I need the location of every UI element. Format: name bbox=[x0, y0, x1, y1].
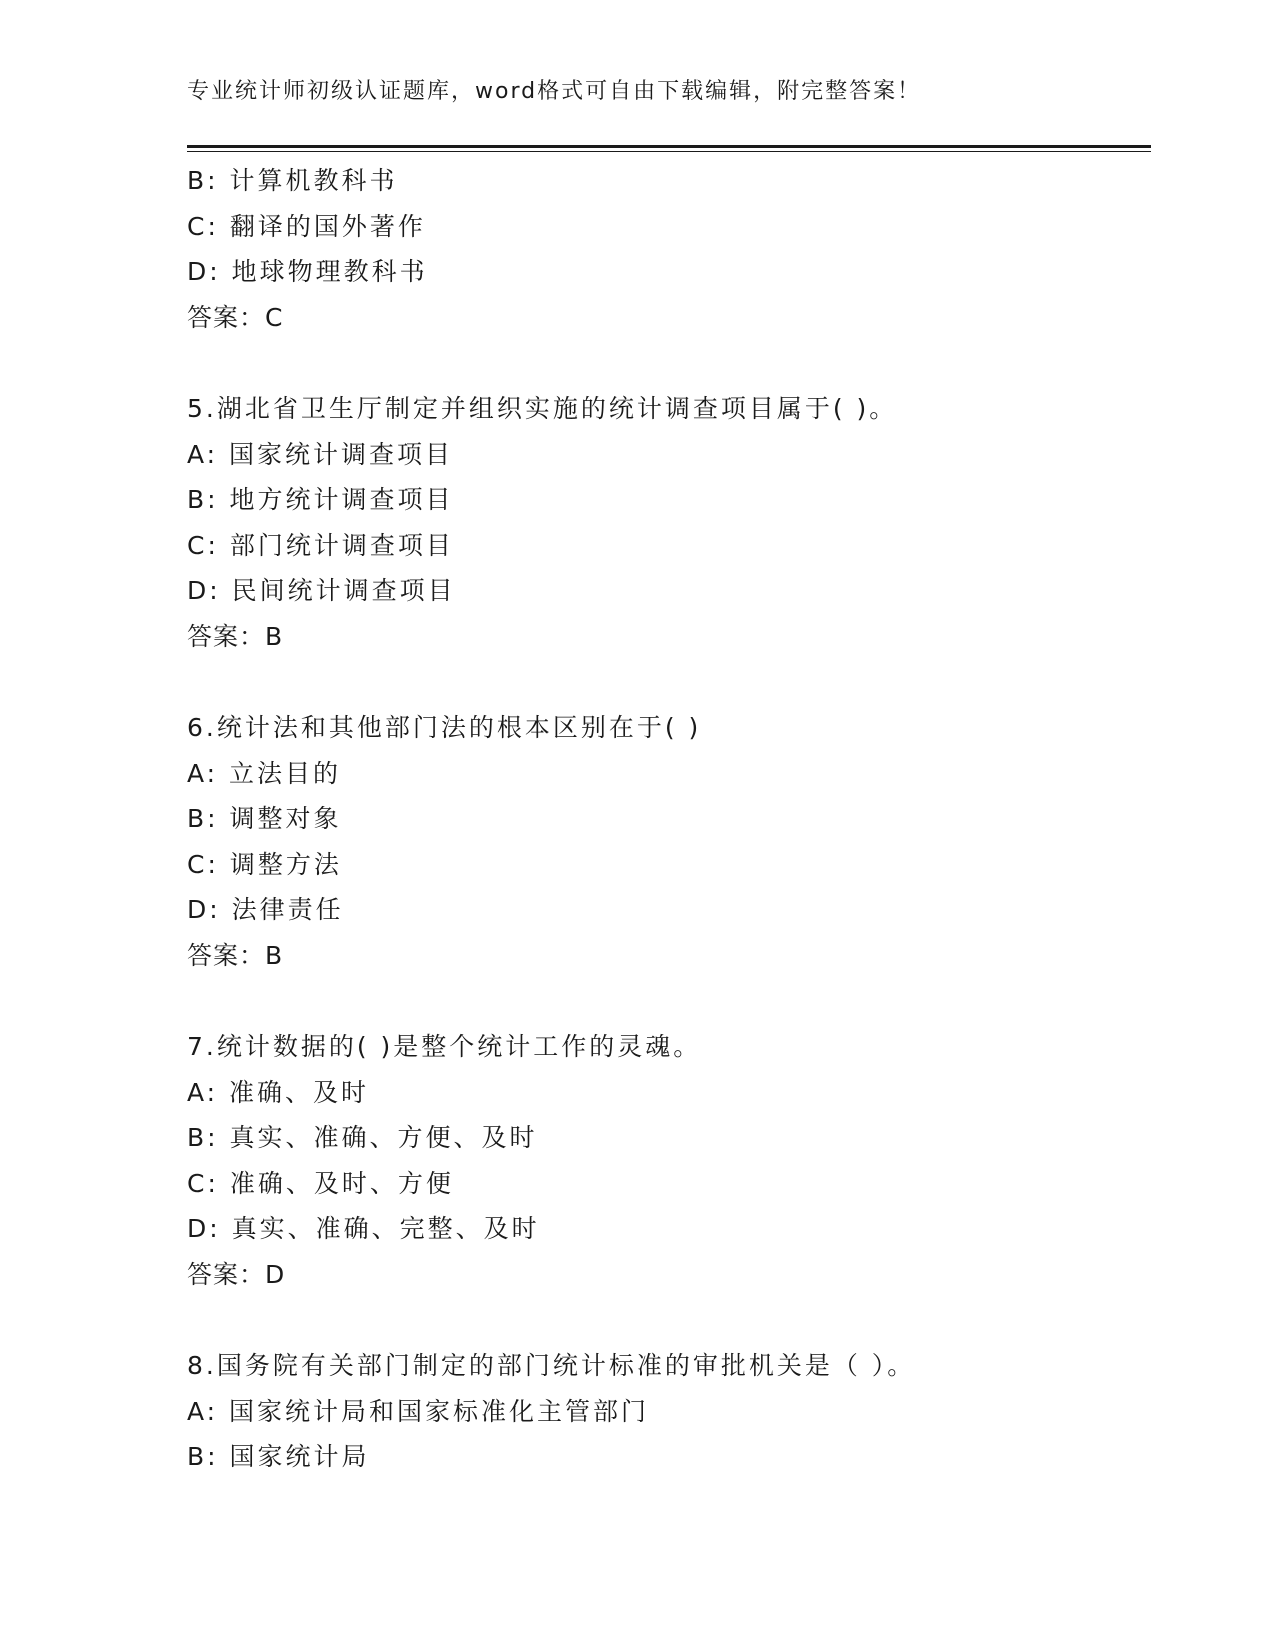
option-d: D: 民间统计调查项目 bbox=[187, 576, 456, 605]
option-c: C: 调整方法 bbox=[187, 849, 342, 879]
option-b: B: 真实、准确、方便、及时 bbox=[187, 1123, 538, 1152]
answer: 答案：B bbox=[187, 621, 284, 651]
option-c: C: 部门统计调查项目 bbox=[187, 530, 454, 560]
option-b: B: 调整对象 bbox=[187, 804, 342, 833]
question-block bbox=[187, 1024, 1151, 1297]
option-a: A: 国家统计调查项目 bbox=[187, 439, 454, 469]
header-divider bbox=[187, 145, 1151, 152]
option-a: A: 准确、及时 bbox=[187, 1077, 370, 1107]
option-a: A: 国家统计局和国家标准化主管部门 bbox=[187, 1396, 650, 1426]
answer: 答案：C bbox=[187, 302, 284, 332]
option-d: D: 真实、准确、完整、及时 bbox=[187, 1214, 540, 1243]
option-d: D: 地球物理教科书 bbox=[187, 257, 428, 286]
answer: 答案：B bbox=[187, 940, 284, 970]
question-block bbox=[187, 158, 1151, 340]
question-stem: 6.统计法和其他部门法的根本区别在于( ) bbox=[187, 713, 702, 742]
question-stem: 8.国务院有关部门制定的部门统计标准的审批机关是（ ）。 bbox=[187, 1351, 916, 1380]
question-block bbox=[187, 705, 1151, 978]
answer: 答案：D bbox=[187, 1259, 286, 1289]
page-header: 专业统计师初级认证题库，word格式可自由下载编辑，附完整答案！ bbox=[187, 79, 922, 104]
question-stem: 5.湖北省卫生厅制定并组织实施的统计调查项目属于( )。 bbox=[187, 394, 898, 423]
option-b: B: 计算机教科书 bbox=[187, 166, 398, 195]
option-c: C: 翻译的国外著作 bbox=[187, 211, 426, 241]
option-b: B: 国家统计局 bbox=[187, 1442, 370, 1471]
option-a: A: 立法目的 bbox=[187, 758, 342, 788]
option-d: D: 法律责任 bbox=[187, 895, 344, 924]
question-block bbox=[187, 1343, 1151, 1480]
question-list bbox=[187, 158, 1151, 1480]
question-block bbox=[187, 386, 1151, 659]
option-b: B: 地方统计调查项目 bbox=[187, 485, 454, 514]
option-c: C: 准确、及时、方便 bbox=[187, 1168, 454, 1198]
question-stem: 7.统计数据的( )是整个统计工作的灵魂。 bbox=[187, 1032, 702, 1061]
